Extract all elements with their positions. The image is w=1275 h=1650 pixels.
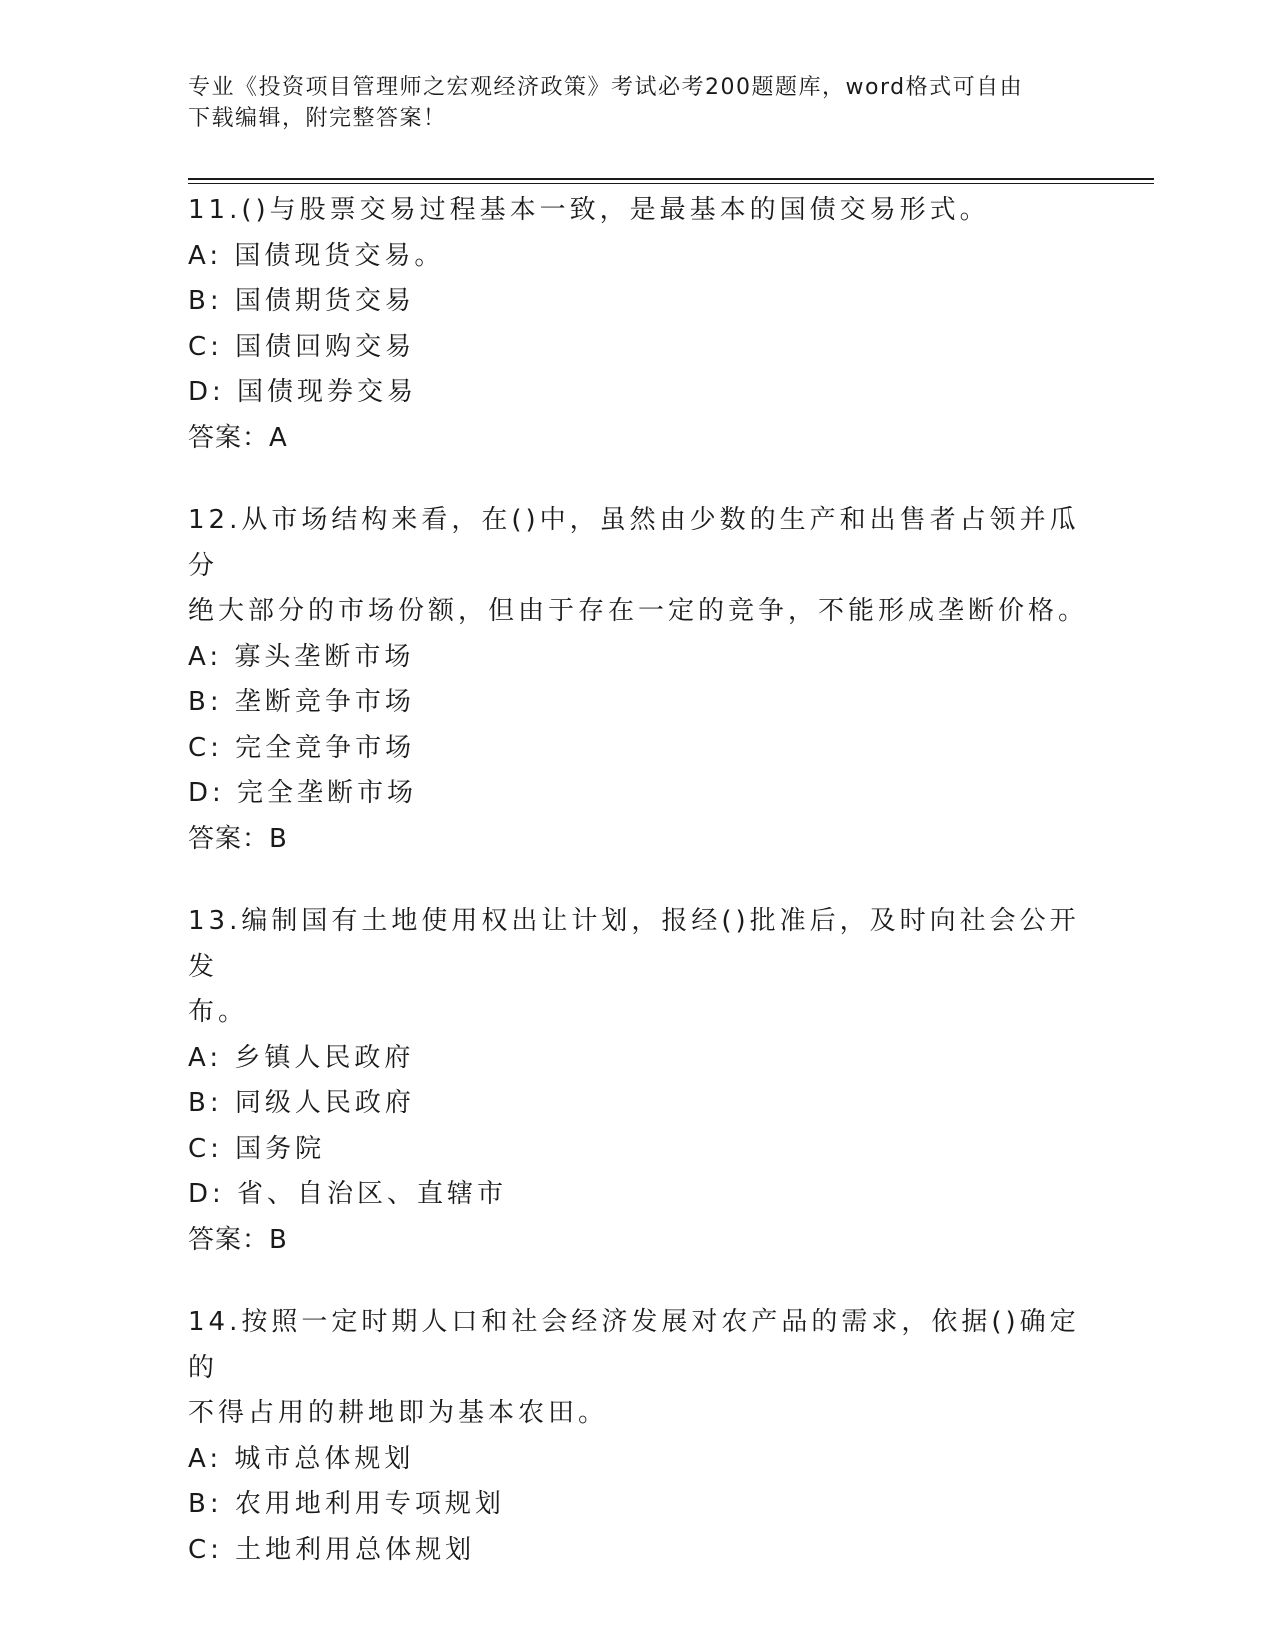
answer-value: A — [269, 422, 287, 453]
answer-label: 答案： — [188, 823, 270, 854]
option-a: A: 城市总体规划 — [188, 1443, 415, 1474]
question-text: 12.从市场结构来看，在()中，虽然由少数的生产和出售者占领并瓜分 — [188, 505, 1080, 581]
header-divider-thin — [188, 183, 1154, 184]
option-c: C: 土地利用总体规划 — [188, 1534, 476, 1565]
question-text-continued: 不得占用的耕地即为基本农田。 — [188, 1398, 609, 1428]
option-a: A: 国债现货交易。 — [188, 240, 445, 271]
option-d: D: 省、自治区、直辖市 — [188, 1179, 508, 1209]
option-a: A: 乡镇人民政府 — [188, 1042, 415, 1073]
option-d: D: 完全垄断市场 — [188, 778, 418, 808]
answer-line — [188, 416, 1088, 462]
header-divider — [188, 178, 1154, 180]
option-c: C: 国债回购交易 — [188, 331, 416, 362]
answer-line — [188, 817, 1088, 863]
question-text-continued: 绝大部分的市场份额，但由于存在一定的竞争，不能形成垄断价格。 — [188, 596, 1089, 626]
question-text: 14.按照一定时期人口和社会经济发展对农产品的需求，依据()确定的 — [188, 1307, 1080, 1383]
option-b: B: 同级人民政府 — [188, 1088, 415, 1118]
question-text: 13.编制国有土地使用权出让计划，报经()批准后，及时向社会公开发 — [188, 906, 1080, 982]
option-c: C: 国务院 — [188, 1133, 326, 1164]
option-b: B: 国债期货交易 — [188, 286, 415, 316]
option-b: B: 农用地利用专项规划 — [188, 1489, 505, 1519]
question-12 — [188, 498, 1088, 862]
question-list — [188, 188, 1088, 1610]
answer-label: 答案： — [188, 1224, 270, 1255]
question-text-continued: 布。 — [188, 997, 249, 1027]
question-13 — [188, 899, 1088, 1263]
option-b: B: 垄断竞争市场 — [188, 687, 415, 717]
answer-value: B — [269, 823, 287, 854]
header-line-2: 下载编辑，附完整答案！ — [188, 106, 447, 131]
question-14 — [188, 1300, 1088, 1573]
option-a: A: 寡头垄断市场 — [188, 641, 415, 672]
question-text: 11.()与股票交易过程基本一致，是最基本的国债交易形式。 — [188, 195, 990, 225]
option-c: C: 完全竞争市场 — [188, 732, 416, 763]
question-11 — [188, 188, 1088, 461]
document-header — [188, 72, 1088, 134]
answer-line — [188, 1218, 1088, 1264]
answer-label: 答案： — [188, 422, 270, 453]
option-d: D: 国债现券交易 — [188, 377, 418, 407]
header-line-1: 专业《投资项目管理师之宏观经济政策》考试必考200题题库，word格式可自由 — [188, 75, 1024, 100]
answer-value: B — [269, 1224, 287, 1255]
